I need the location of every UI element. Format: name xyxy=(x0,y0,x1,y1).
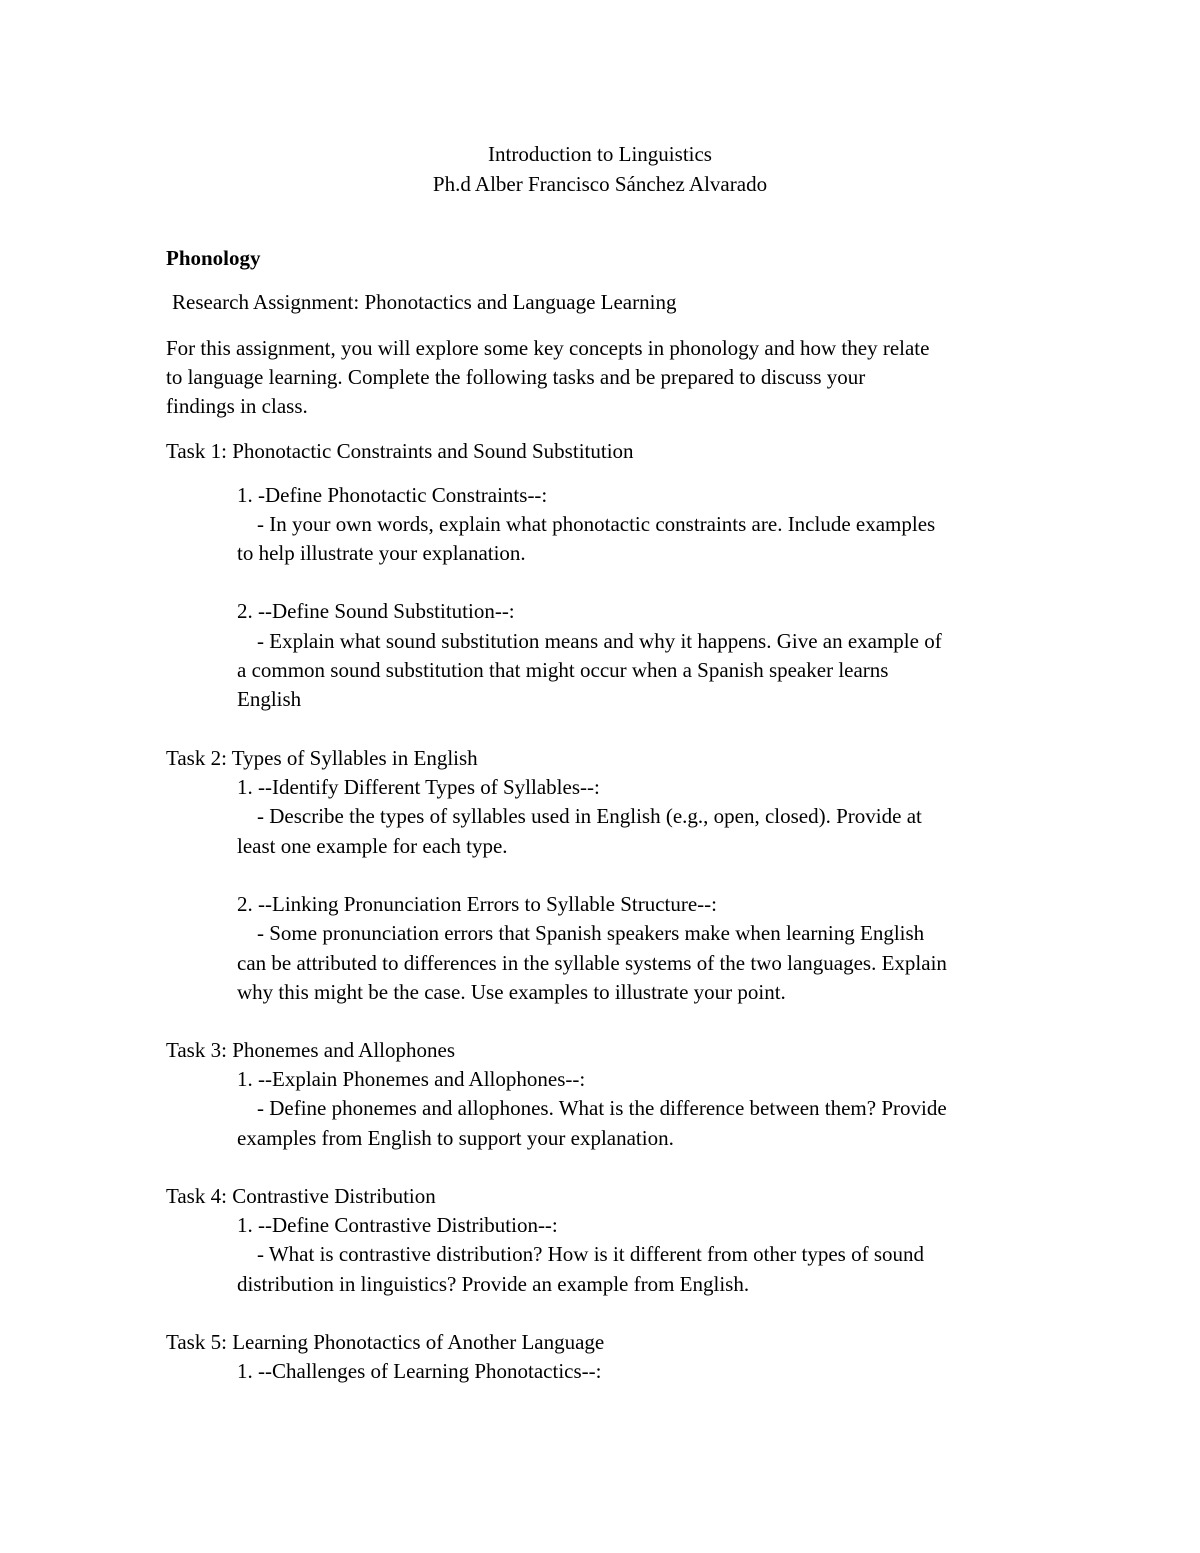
course-title: Introduction to Linguistics xyxy=(488,142,712,166)
task-title: Task 1: Phonotactic Constraints and Sound Substitution xyxy=(166,439,634,463)
task-item-line: - In your own words, explain what phonotactic constraints are. Include examples xyxy=(257,512,936,536)
section-title: Phonology xyxy=(166,246,261,270)
task-item-line: - What is contrastive distribution? How is it different from other types of sound xyxy=(257,1242,925,1266)
task-item-heading: 1. -Define Phonotactic Constraints--: xyxy=(237,483,548,507)
task-item-line: can be attributed to differences in the syllable systems of the two languages. Explain xyxy=(237,951,947,975)
task-item-line: - Explain what sound substitution means and why it happens. Give an example of xyxy=(257,629,942,653)
task-item-line: - Some pronunciation errors that Spanish speakers make when learning English xyxy=(257,921,925,945)
task-item-heading: 1. --Define Contrastive Distribution--: xyxy=(237,1213,558,1237)
task-item-line: a common sound substitution that might occur when a Spanish speaker learns xyxy=(237,658,889,682)
task-item-heading: 1. --Explain Phonemes and Allophones--: xyxy=(237,1067,586,1091)
instructor-name: Ph.d Alber Francisco Sánchez Alvarado xyxy=(432,172,768,196)
intro-line: For this assignment, you will explore some key concepts in phonology and how they relate xyxy=(166,336,930,360)
task-item-heading: 2. --Define Sound Substitution--: xyxy=(237,599,515,623)
task-item-heading: 1. --Identify Different Types of Syllables--: xyxy=(237,775,600,799)
assignment-title: Research Assignment: Phonotactics and Language Learning xyxy=(172,290,677,314)
task-title: Task 2: Types of Syllables in English xyxy=(166,746,478,770)
task-item-line: to help illustrate your explanation. xyxy=(237,541,526,565)
intro-line: findings in class. xyxy=(166,394,308,418)
task-item-line: distribution in linguistics? Provide an example from English. xyxy=(237,1272,750,1296)
task-title: Task 5: Learning Phonotactics of Another Language xyxy=(166,1330,605,1354)
task-item-line: examples from English to support your explanation. xyxy=(237,1126,674,1150)
task-title: Task 4: Contrastive Distribution xyxy=(166,1184,436,1208)
task-item-line: English xyxy=(237,687,302,711)
task-item-line: - Define phonemes and allophones. What is the difference between them? Provide xyxy=(257,1096,947,1120)
task-item-heading: 2. --Linking Pronunciation Errors to Syllable Structure--: xyxy=(237,892,717,916)
intro-line: to language learning. Complete the following tasks and be prepared to discuss your xyxy=(166,365,866,389)
task-title: Task 3: Phonemes and Allophones xyxy=(166,1038,456,1062)
task-item-line: - Describe the types of syllables used in English (e.g., open, closed). Provide at xyxy=(257,804,922,828)
task-item-line: least one example for each type. xyxy=(237,834,508,858)
task-item-heading: 1. --Challenges of Learning Phonotactics--: xyxy=(237,1359,602,1383)
task-item-line: why this might be the case. Use examples to illustrate your point. xyxy=(237,980,786,1004)
